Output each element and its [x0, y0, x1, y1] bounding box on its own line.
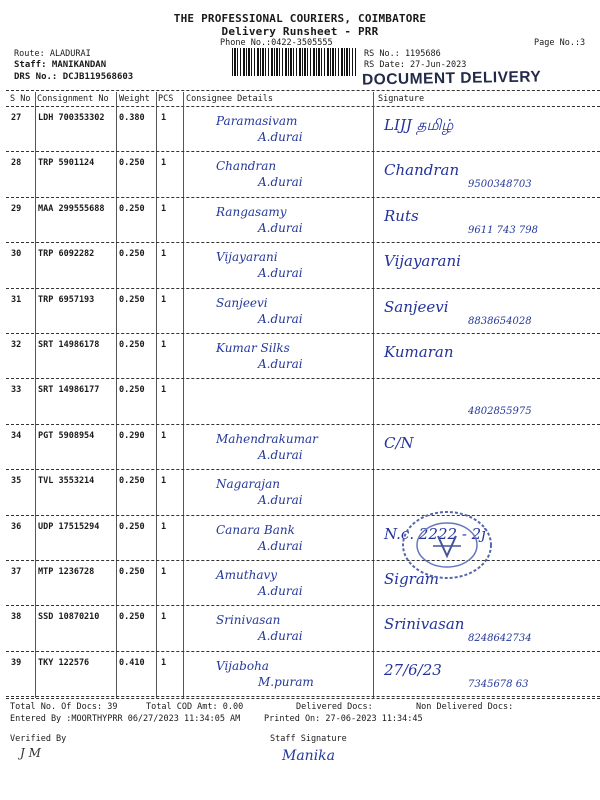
- row-divider: [6, 378, 600, 379]
- route-label: Route: ALADURAI: [14, 49, 91, 59]
- company-title: THE PROFESSIONAL COURIERS, COIMBATORE: [173, 12, 427, 25]
- pieces-count: 1: [161, 158, 167, 169]
- recipient-phone: 4802855975: [468, 406, 532, 418]
- serial-number: 32: [11, 340, 22, 350]
- table-row: [0, 517, 600, 557]
- row-divider: [6, 151, 600, 152]
- row-divider: [6, 424, 600, 425]
- table-row: [0, 607, 600, 647]
- consignee-name: Rangasamy: [216, 204, 287, 219]
- serial-number: 29: [11, 203, 22, 214]
- table-row: [0, 290, 600, 330]
- row-divider: [6, 242, 600, 243]
- row-divider: [6, 605, 600, 606]
- recipient-phone: 8248642734: [468, 633, 532, 645]
- recipient-signature: LIJJ தமிழ்: [384, 116, 454, 134]
- table-row: [0, 108, 600, 148]
- consignee-place: A.durai: [258, 447, 303, 462]
- serial-number: 34: [11, 430, 22, 441]
- row-divider: [6, 197, 600, 198]
- pieces-count: 1: [161, 203, 167, 214]
- consignment-number: SRT 14986178: [38, 340, 100, 350]
- rs-number: RS No.: 1195686: [364, 49, 441, 59]
- delivered-docs: Delivered Docs:: [296, 702, 373, 712]
- col-consignee: Consignee Details: [186, 94, 273, 104]
- serial-number: 30: [11, 249, 22, 260]
- pieces-count: 1: [161, 657, 167, 668]
- serial-number: 35: [11, 476, 22, 487]
- consignment-number: LDH 700353302: [38, 113, 105, 123]
- staff-signature: Manika: [282, 748, 336, 764]
- consignment-number: UDP 17515294: [38, 521, 100, 532]
- table-row: [0, 199, 600, 239]
- recipient-signature: 27/6/23: [384, 660, 442, 679]
- table-row: [0, 153, 600, 193]
- consignment-number: MTP 1236728: [38, 567, 95, 577]
- consignee-place: A.durai: [258, 175, 303, 190]
- page-number: Page No.:3: [534, 38, 586, 48]
- pieces-count: 1: [161, 567, 167, 577]
- recipient-phone: 7345678 63: [468, 678, 529, 690]
- col-consignment: Consignment No: [37, 94, 109, 104]
- serial-number: 39: [11, 657, 22, 668]
- consignee-place: A.durai: [258, 538, 303, 553]
- recipient-phone: 9500348703: [468, 179, 532, 191]
- consignment-number: SSD 10870210: [38, 612, 100, 623]
- consignee-name: Kumar Silks: [216, 341, 290, 355]
- weight-value: 0.290: [119, 430, 145, 441]
- row-divider: [6, 560, 600, 561]
- consignee-name: Canara Bank: [216, 522, 295, 537]
- serial-number: 38: [11, 612, 22, 623]
- consignee-name: Mahendrakumar: [216, 431, 318, 446]
- consignment-number: TVL 3553214: [38, 476, 95, 487]
- weight-value: 0.380: [119, 113, 145, 123]
- non-delivered-docs: Non Delivered Docs:: [416, 702, 514, 712]
- pieces-count: 1: [161, 521, 167, 532]
- recipient-signature: Chandran: [384, 161, 460, 180]
- weight-value: 0.250: [119, 612, 145, 623]
- weight-value: 0.250: [119, 385, 145, 396]
- consignee-place: A.durai: [258, 493, 303, 508]
- verified-by-label: Verified By: [10, 734, 67, 744]
- recipient-signature: N.c. 2222 - 2j: [384, 524, 486, 543]
- consignee-name: Srinivasan: [216, 613, 281, 628]
- recipient-signature: Srinivasan: [384, 615, 465, 634]
- serial-number: 36: [11, 521, 22, 532]
- pieces-count: 1: [161, 476, 167, 487]
- serial-number: 33: [11, 385, 22, 396]
- entered-by: Entered By :MOORTHYPRR 06/27/2023 11:34:05 AM: [10, 714, 241, 724]
- phone-number: Phone No.:0422-3505555: [220, 38, 333, 48]
- table-row: [0, 244, 600, 284]
- consignment-number: TRP 6092282: [38, 249, 95, 260]
- col-signature: Signature: [378, 94, 425, 104]
- printed-on: Printed On: 27-06-2023 11:34:45: [264, 714, 423, 724]
- staff-signature-label: Staff Signature: [270, 734, 347, 744]
- consignee-name: Paramasivam: [216, 114, 298, 128]
- weight-value: 0.250: [119, 203, 145, 214]
- consignee-name: Vijaboha: [216, 658, 269, 673]
- table-row: [0, 335, 600, 375]
- recipient-signature: Sigram: [384, 570, 440, 588]
- recipient-phone: 8838654028: [468, 315, 532, 327]
- row-divider: [6, 469, 600, 470]
- weight-value: 0.250: [119, 521, 145, 532]
- rs-date: RS Date: 27-Jun-2023: [364, 60, 467, 70]
- consignment-number: PGT 5908954: [38, 430, 95, 441]
- recipient-signature: Kumaran: [384, 343, 454, 361]
- total-docs: Total No. Of Docs: 39: [10, 702, 118, 712]
- consignee-place: A.durai: [258, 311, 303, 326]
- pieces-count: 1: [161, 340, 167, 350]
- consignee-place: A.durai: [258, 220, 303, 235]
- serial-number: 28: [11, 158, 22, 169]
- row-divider: [6, 651, 600, 652]
- barcode: [232, 48, 356, 76]
- recipient-signature: Vijayarani: [384, 252, 461, 271]
- consignment-number: TRP 6957193: [38, 294, 95, 305]
- pieces-count: 1: [161, 294, 167, 305]
- recipient-phone: 9611 743 798: [468, 224, 538, 236]
- weight-value: 0.250: [119, 249, 145, 260]
- table-row: [0, 426, 600, 466]
- row-divider: [6, 288, 600, 289]
- consignee-place: M.puram: [258, 674, 314, 689]
- consignee-name: Amuthavy: [216, 568, 278, 582]
- consignment-number: TKY 122576: [38, 657, 90, 668]
- pieces-count: 1: [161, 612, 167, 623]
- col-sno: S No: [10, 94, 31, 104]
- weight-value: 0.250: [119, 340, 145, 350]
- document-delivery-stamp: DOCUMENT DELIVERY: [361, 68, 542, 89]
- recipient-signature: Sanjeevi: [384, 297, 449, 316]
- serial-number: 27: [11, 113, 22, 123]
- sheet-title: Delivery Runsheet - PRR: [221, 25, 379, 38]
- consignment-number: MAA 299555688: [38, 203, 105, 214]
- post-office-seal: [398, 508, 496, 582]
- drs-number: DRS No.: DCJB119568603: [14, 72, 134, 82]
- weight-value: 0.250: [119, 158, 145, 169]
- pieces-count: 1: [161, 113, 167, 123]
- table-row: [0, 380, 600, 420]
- weight-value: 0.250: [119, 567, 145, 577]
- consignment-number: SRT 14986177: [38, 385, 100, 396]
- weight-value: 0.250: [119, 294, 145, 305]
- consignee-place: A.durai: [258, 130, 303, 144]
- row-divider: [6, 333, 600, 334]
- table-row: [0, 653, 600, 693]
- consignee-place: A.durai: [258, 629, 303, 644]
- consignee-place: A.durai: [258, 266, 303, 281]
- recipient-signature: C/N: [384, 433, 414, 452]
- col-pcs: PCS: [158, 94, 174, 104]
- pieces-count: 1: [161, 430, 167, 441]
- consignment-number: TRP 5901124: [38, 158, 95, 169]
- verified-signature: J M: [20, 746, 41, 760]
- total-cod: Total COD Amt: 0.00: [146, 702, 244, 712]
- consignee-place: A.durai: [258, 584, 303, 598]
- col-weight: Weight: [119, 94, 150, 104]
- serial-number: 37: [11, 567, 22, 577]
- table-row: [0, 562, 600, 602]
- pieces-count: 1: [161, 249, 167, 260]
- table-row: [0, 471, 600, 511]
- pieces-count: 1: [161, 385, 167, 396]
- recipient-signature: Ruts: [384, 206, 419, 225]
- consignee-place: A.durai: [258, 357, 303, 371]
- consignee-name: Nagarajan: [216, 477, 280, 492]
- consignee-name: Sanjeevi: [216, 295, 268, 310]
- weight-value: 0.250: [119, 476, 145, 487]
- consignee-name: Chandran: [216, 159, 277, 174]
- weight-value: 0.410: [119, 657, 145, 668]
- consignee-name: Vijayarani: [216, 250, 278, 265]
- staff-label: Staff: MANIKANDAN: [14, 60, 107, 70]
- row-divider: [6, 515, 600, 516]
- serial-number: 31: [11, 294, 22, 305]
